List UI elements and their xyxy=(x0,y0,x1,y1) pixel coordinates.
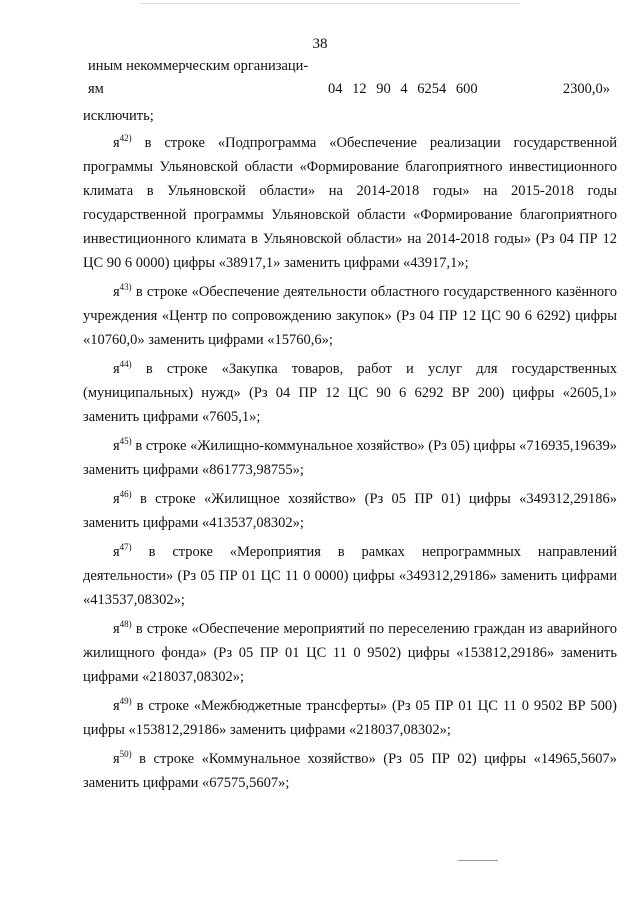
amendment-paragraph-47 xyxy=(83,540,617,612)
row-name-line-2: ям xyxy=(88,81,104,97)
amendment-paragraph-50 xyxy=(83,747,617,795)
amendment-paragraph-49 xyxy=(83,694,617,742)
amendment-text: в строке «Подпрограмма «Обеспечение реализации государственной программы Ульяновской области «Формирование благоприятного инвестиционного климата в Ульяновской области» на 2014-2018 годы» на 2015-2018 годы государственной программы Ульяновской области «Формирование благоприятного инвестиционного климата в Ульяновской области» на 2014-2018 годы» (Рз 04 ПР 12 ЦС 90 6 0000) цифры «38917,1» заменить цифрами «43917,1»; xyxy=(83,135,617,271)
item-letter: я xyxy=(113,438,120,454)
amendment-paragraph-43 xyxy=(83,280,617,352)
amendment-text: в строке «Жилищное хозяйство» (Рз 05 ПР 01) цифры «349312,29186» заменить цифрами «413537,08302»; xyxy=(83,491,617,531)
item-number: 50) xyxy=(119,749,132,759)
amendment-text: в строке «Обеспечение деятельности областного государственного казённого учреждения «Центр по сопровождению закупок» (Рз 04 ПР 12 ЦС 90 6 6292) цифры «10760,0» заменить цифрами «15760,6»; xyxy=(83,284,617,348)
amendment-text: в строке «Межбюджетные трансферты» (Рз 05 ПР 01 ЦС 11 0 9502 ВР 500) цифры «153812,29186» заменить цифрами «218037,08302»; xyxy=(83,698,617,738)
amendment-text: в строке «Жилищно-коммунальное хозяйство» (Рз 05) цифры «716935,19639» заменить цифрами «861773,98755»; xyxy=(83,438,617,478)
item-letter: я xyxy=(113,544,120,560)
item-letter: я xyxy=(113,284,120,300)
scan-artifact-top xyxy=(140,3,520,4)
item-letter: я xyxy=(113,698,120,714)
item-number: 45) xyxy=(119,436,132,446)
item-letter: я xyxy=(113,361,120,377)
document-body xyxy=(83,104,617,800)
budget-table-row xyxy=(88,58,618,102)
scan-artifact-bottom xyxy=(458,860,498,861)
item-letter: я xyxy=(113,621,120,637)
amendment-text: в строке «Закупка товаров, работ и услуг для государственных (муниципальных) нужд» (Рз 04 ПР 12 ЦС 90 6 6292 ВР 200) цифры «2605,1» заменить цифрами «7605,1»; xyxy=(83,361,617,425)
amendment-text: в строке «Мероприятия в рамках непрограммных направлений деятельности» (Рз 05 ПР 01 ЦС 11 0 0000) цифры «349312,29186» заменить цифрами «413537,08302»; xyxy=(83,544,617,608)
item-number: 46) xyxy=(119,489,132,499)
row-amount: 2300,0» xyxy=(562,81,610,97)
item-number: 43) xyxy=(119,282,132,292)
item-letter: я xyxy=(113,135,120,151)
item-number: 44) xyxy=(119,359,132,369)
item-number: 42) xyxy=(119,133,132,143)
page-number: 38 xyxy=(312,36,328,52)
amendment-text: в строке «Коммунальное хозяйство» (Рз 05 ПР 02) цифры «14965,5607» заменить цифрами «67575,5607»; xyxy=(83,751,617,791)
item-number: 49) xyxy=(119,696,132,706)
amendment-paragraph-45 xyxy=(83,434,617,482)
item-letter: я xyxy=(113,751,120,767)
row-name-line-1: иным некоммерческим организаци- xyxy=(88,58,309,74)
row-budget-codes: 04 12 90 4 6254 600 xyxy=(328,81,478,97)
item-number: 47) xyxy=(119,542,132,552)
item-letter: я xyxy=(113,491,120,507)
amendment-text: в строке «Обеспечение мероприятий по переселению граждан из аварийного жилищного фонда» (Рз 05 ПР 01 ЦС 11 0 9502) цифры «153812,29186» заменить цифрами «218037,08302»; xyxy=(83,621,617,685)
amendment-paragraph-42 xyxy=(83,131,617,275)
amendment-paragraph-44 xyxy=(83,357,617,429)
amendment-paragraph-48 xyxy=(83,617,617,689)
item-number: 48) xyxy=(119,619,132,629)
exclude-instruction: исключить; xyxy=(83,108,154,124)
amendment-paragraph-46 xyxy=(83,487,617,535)
